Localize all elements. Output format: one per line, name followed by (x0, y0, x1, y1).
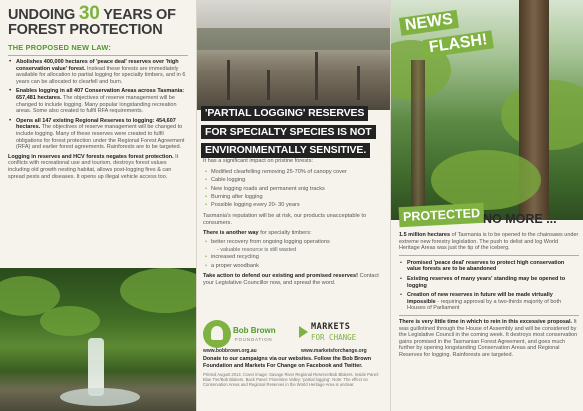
fern-shape (40, 306, 100, 336)
closing-paragraph: There is very little time in which to rein in this excessive proposal. It was guillotined through the House of Assembly and will be considered by the Legislative Council in the coming week. It destroys most conservation gains promised in the Tasmanian Forest Agreement, and goes much further by opening longstanding Conservation Areas and Regional Reserves for logging. Rainforests are targeted. (399, 318, 578, 358)
arrow-icon (299, 326, 308, 338)
impact-section (203, 158, 385, 287)
stump-shape (267, 70, 270, 100)
law-points-list (8, 59, 188, 151)
list-item: • a proper woodbank (203, 262, 385, 270)
panel-partial-logging (196, 0, 390, 411)
impact-list (203, 168, 385, 210)
alternatives-list (203, 238, 385, 246)
list-item: • Opens all 147 existing Regional Reserves to logging: 454,607 hectares. The objectives of reserve management will be changed to include logging. Many of these reserves were created to fulfil obligations for forest protection under the Regional Forest Agreement (RFA) and earlier forest agreements. Rainforests are to be targeted. (8, 118, 188, 151)
tree-trunk-shape (411, 60, 425, 220)
footer (203, 356, 385, 387)
list-item: • increased recycling (203, 253, 385, 261)
stump-shape (227, 60, 230, 100)
news-body (399, 232, 579, 359)
list-item: • Existing reserves of many years' standing may be opened to logging (399, 276, 579, 289)
bob-brown-url[interactable]: www.bobbrown.org.au (203, 348, 257, 354)
logged-forest-photo (197, 0, 390, 110)
headline: UNDOING 30 YEARS OF FOREST PROTECTION (8, 3, 176, 38)
markets-for-change-url[interactable]: www.marketsforchange.org (301, 348, 367, 354)
call-to-action: Take action to defend our existing and promised reserves! Contact your Legislative Councillor now, and spread the word. (203, 273, 379, 286)
markets-for-change-logo[interactable]: MARKETS FOR CHANGE (299, 320, 385, 350)
bob-brown-emblem-icon (203, 320, 231, 348)
subheading: THE PROPOSED NEW LAW: (8, 43, 112, 52)
headline-number: 30 (78, 3, 100, 24)
bob-brown-foundation-logo[interactable]: Bob Brown FOUNDATION (203, 320, 283, 350)
list-item: • Promised 'peace deal' reserves to protect high conservation value forests are to be abandoned (399, 260, 579, 273)
stump-shape (357, 66, 360, 100)
intro-paragraph: 1.5 million hectares of Tasmania is to be opened to the chainsaws under extreme new forestry legislation. The push to delist and log World Heritage Areas was just the tip of the iceberg. (399, 232, 579, 252)
banner-line: FOR SPECIALTY SPECIES IS NOT (201, 125, 376, 140)
divider (399, 255, 579, 256)
fine-print: Printed August 2014. Cover image: Savage River Regional Reserve/Bob Blakers. Inside Panel: Blue Tier/Bob Blakers. Back Panel: Florentine Valley: 'partial logging'. Note: The effect on Conservation Areas and Regional Reserves in the World Heritage Area is unclear. (203, 372, 379, 388)
foliage-shape (431, 150, 541, 210)
news-flash-word: NEWS (399, 10, 459, 36)
reputation-text: Tasmania's reputation will be at risk, our products unacceptable to consumers. (203, 212, 367, 226)
partial-logging-banner (201, 103, 387, 159)
divider (399, 315, 579, 316)
panel-news-flash (390, 0, 583, 411)
list-item: • Possible logging every 20- 30 years (203, 201, 385, 209)
news-flash-word: FLASH! (423, 30, 493, 57)
other-way-heading: There is another way for specialty timbers: (203, 230, 312, 237)
waterfall-rainforest-photo (0, 268, 196, 411)
list-item: • Enables logging in all 407 Conservation Areas across Tasmania: 657,481 hectares. The objectives of reserve management will be changed to include logging. Many popular longstanding recreation areas. Some also created to fulfil RFA requirements. (8, 88, 188, 114)
headline-line2: FOREST PROTECTION (8, 22, 163, 38)
list-item: • Modified clearfelling removing 25-70% of canopy cover (203, 168, 385, 176)
stump-shape (315, 52, 318, 100)
protected-no-more-heading: PROTECTED NO MORE ... (399, 205, 579, 227)
pool-shape (60, 388, 140, 406)
impact-intro: It has a significant impact on pristine forests: (203, 158, 314, 164)
threats-list (399, 260, 579, 312)
list-item: • Creation of new reserves in future will be made virtually impossible - requiring approval by a two-thirds majority of both Houses of Parliament (399, 292, 579, 312)
list-item: • Cable logging (203, 176, 385, 184)
list-item: • Abolishes 400,000 hectares of 'peace deal' reserves over 'high conservation value' forest. Instead these forests are immediately available for allocation to partial logging for specialty timbers, and in 6 years can be allocated to clearfell and burn. (8, 59, 188, 85)
banner-line: 'PARTIAL LOGGING' RESERVES (201, 106, 368, 121)
treeline-shape (197, 28, 390, 50)
alternative-note: - valuable resource is still wasted (217, 246, 297, 253)
alternatives-list-cont (203, 253, 385, 270)
news-flash-heading (399, 10, 529, 70)
banner-line: ENVIRONMENTALLY SENSITIVE. (201, 143, 370, 158)
paragraph-hcv: Logging in reserves and HCV forests negates forest protection. It conflicts with recreational use and tourism, destroys forest values including old growth nesting habitat, allows post-logging fires & can spread pests and diseases. It opens up illegal vehicle access too. (8, 153, 179, 180)
list-item: • better recovery from ongoing logging operations (203, 238, 385, 246)
divider (8, 55, 188, 56)
list-item: • Burning after logging (203, 193, 385, 201)
campaign-text: Donate to our campaigns via our websites. Follow the Bob Brown Foundation and Markets For Change on Facebook and Twitter. (203, 356, 372, 369)
list-item: • New logging roads and permanent snig tracks (203, 185, 385, 193)
